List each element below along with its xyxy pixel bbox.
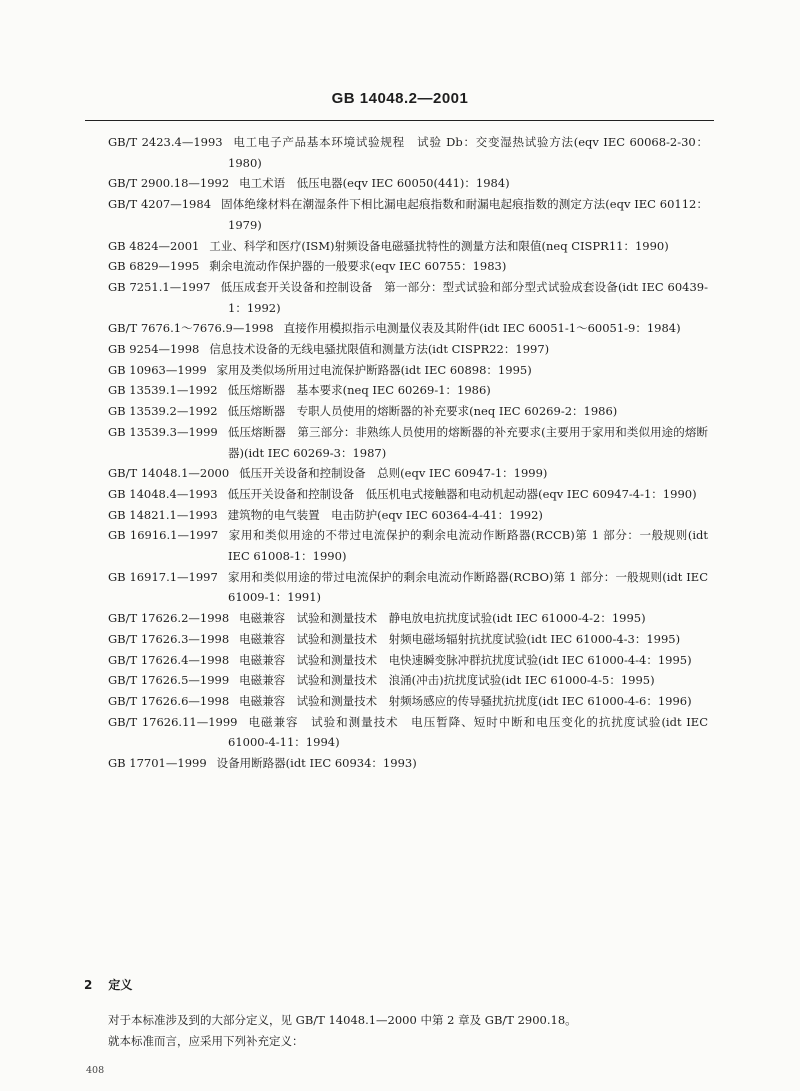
reference-item [108,691,708,712]
reference-code: GB 14048.4—1993 [108,486,218,501]
reference-code: GB 6829—1995 [108,259,200,274]
reference-title: 家用和类似用途的不带过电流保护的剩余电流动作断路器(RCCB)第 1 部分：一般规则(idt IEC 61008-1：1990) [228,528,709,564]
reference-code: GB/T 2900.18—1992 [108,176,230,191]
reference-title: 低压熔断器 基本要求(neq IEC 60269-1：1986) [227,383,491,398]
reference-item [108,484,708,505]
reference-item [108,753,708,774]
reference-title: 电磁兼容 试验和测量技术 射频场感应的传导骚扰抗扰度(idt IEC 61000-4-6：1996) [239,693,692,708]
reference-code: GB 13539.2—1992 [108,404,218,419]
reference-title: 电磁兼容 试验和测量技术 电压暂降、短时中断和电压变化的抗扰度试验(idt IEC 61000-4-11：1994) [228,714,708,750]
reference-item [108,339,708,360]
reference-title: 低压熔断器 第三部分：非熟练人员使用的熔断器的补充要求(主要用于家用和类似用途的熔断器)(idt IEC 60269-3：1987) [227,424,708,460]
page-header-title: GB 14048.2—2001 [331,90,469,107]
reference-title: 电工电子产品基本环境试验规程 试验 Db：交变湿热试验方法(eqv IEC 60068-2-30：1980) [228,135,708,170]
reference-item [108,277,708,318]
reference-code: GB 13539.1—1992 [108,383,218,398]
reference-item [108,173,708,194]
reference-code: GB 13539.3—1999 [108,424,218,439]
reference-item [108,194,708,235]
reference-item [108,712,708,753]
reference-item [108,567,708,608]
reference-title: 固体绝缘材料在潮湿条件下相比漏电起痕指数和耐漏电起痕指数的测定方法(eqv IEC 60112：1979) [221,197,708,232]
reference-title: 家用和类似用途的带过电流保护的剩余电流动作断路器(RCBO)第 1 部分：一般规则(idt IEC 61009-1：1991) [227,569,708,605]
reference-code: GB/T 17626.3—1998 [108,631,230,646]
reference-code: GB/T 17626.2—1998 [108,611,230,626]
section-heading [84,976,132,993]
reference-code: GB 16917.1—1997 [108,569,218,584]
reference-item [108,629,708,650]
reference-code: GB/T 7676.1～7676.9—1998 [108,321,274,336]
reference-item [108,256,708,277]
body-paragraph: 就本标准而言，应采用下列补充定义： [108,1034,304,1048]
reference-title: 电磁兼容 试验和测量技术 静电放电抗扰度试验(idt IEC 61000-4-2：1995) [239,611,646,626]
reference-title: 低压熔断器 专职人员使用的熔断器的补充要求(neq IEC 60269-2：1986) [227,404,618,419]
reference-code: GB/T 17626.5—1999 [108,673,230,688]
reference-title: 家用及类似场所用过电流保护断路器(idt IEC 60898：1995) [216,362,532,377]
reference-title: 剩余电流动作保护器的一般要求(eqv IEC 60755：1983) [209,259,507,274]
reference-code: GB/T 14048.1—2000 [108,466,230,481]
reference-item [108,401,708,422]
reference-item [108,380,708,401]
normative-references-list [108,132,708,774]
reference-item [108,608,708,629]
reference-item [108,132,708,173]
header-divider [85,120,714,121]
reference-title: 低压开关设备和控制设备 低压机电式接触器和电动机起动器(eqv IEC 60947-4-1：1990) [227,486,697,501]
reference-code: GB/T 17626.11—1999 [108,714,238,729]
reference-title: 低压开关设备和控制设备 总则(eqv IEC 60947-1：1999) [239,466,548,481]
reference-code: GB/T 17626.4—1998 [108,652,230,667]
reference-item [108,670,708,691]
reference-item [108,650,708,671]
reference-title: 低压成套开关设备和控制设备 第一部分：型式试验和部分型式试验成套设备(idt IEC 60439-1：1992) [220,279,708,315]
reference-code: GB 14821.1—1993 [108,507,218,522]
reference-item [108,236,708,257]
reference-code: GB 16916.1—1997 [108,528,219,543]
reference-code: GB/T 2423.4—1993 [108,135,223,149]
reference-code: GB/T 17626.6—1998 [108,693,230,708]
reference-item [108,318,708,339]
reference-item [108,525,708,566]
reference-title: 直接作用模拟指示电测量仪表及其附件(idt IEC 60051-1～60051-9：1984) [283,321,681,336]
reference-title: 建筑物的电气装置 电击防护(eqv IEC 60364-4-41：1992) [227,507,543,522]
section-title: 定义 [108,978,133,992]
reference-title: 电磁兼容 试验和测量技术 射频电磁场辐射抗扰度试验(idt IEC 61000-4-3：1995) [239,631,681,646]
body-paragraph: 对于本标准涉及到的大部分定义，见 GB/T 14048.1—2000 中第 2 章及 GB/T 2900.18。 [108,1013,577,1027]
reference-title: 设备用断路器(idt IEC 60934：1993) [216,756,417,771]
reference-code: GB/T 4207—1984 [108,197,212,212]
reference-item [108,505,708,526]
reference-code: GB 4824—2001 [108,238,200,253]
reference-code: GB 10963—1999 [108,362,207,377]
reference-title: 电磁兼容 试验和测量技术 浪涌(冲击)抗扰度试验(idt IEC 61000-4-5：1995) [239,673,655,688]
reference-title: 信息技术设备的无线电骚扰限值和测量方法(idt CISPR22：1997) [209,342,550,357]
page-number: 408 [86,1065,105,1076]
reference-item [108,360,708,381]
reference-code: GB 17701—1999 [108,756,207,771]
reference-item [108,422,708,463]
section-number: 2 [84,978,93,992]
reference-code: GB 9254—1998 [108,342,200,357]
reference-title: 电磁兼容 试验和测量技术 电快速瞬变脉冲群抗扰度试验(idt IEC 61000-4-4：1995) [239,652,692,667]
reference-title: 电工术语 低压电器(eqv IEC 60050(441)：1984) [239,176,510,191]
reference-title: 工业、科学和医疗(ISM)射频设备电磁骚扰特性的测量方法和限值(neq CISPR11：1990) [209,238,669,253]
reference-code: GB 7251.1—1997 [108,279,211,294]
reference-item [108,463,708,484]
